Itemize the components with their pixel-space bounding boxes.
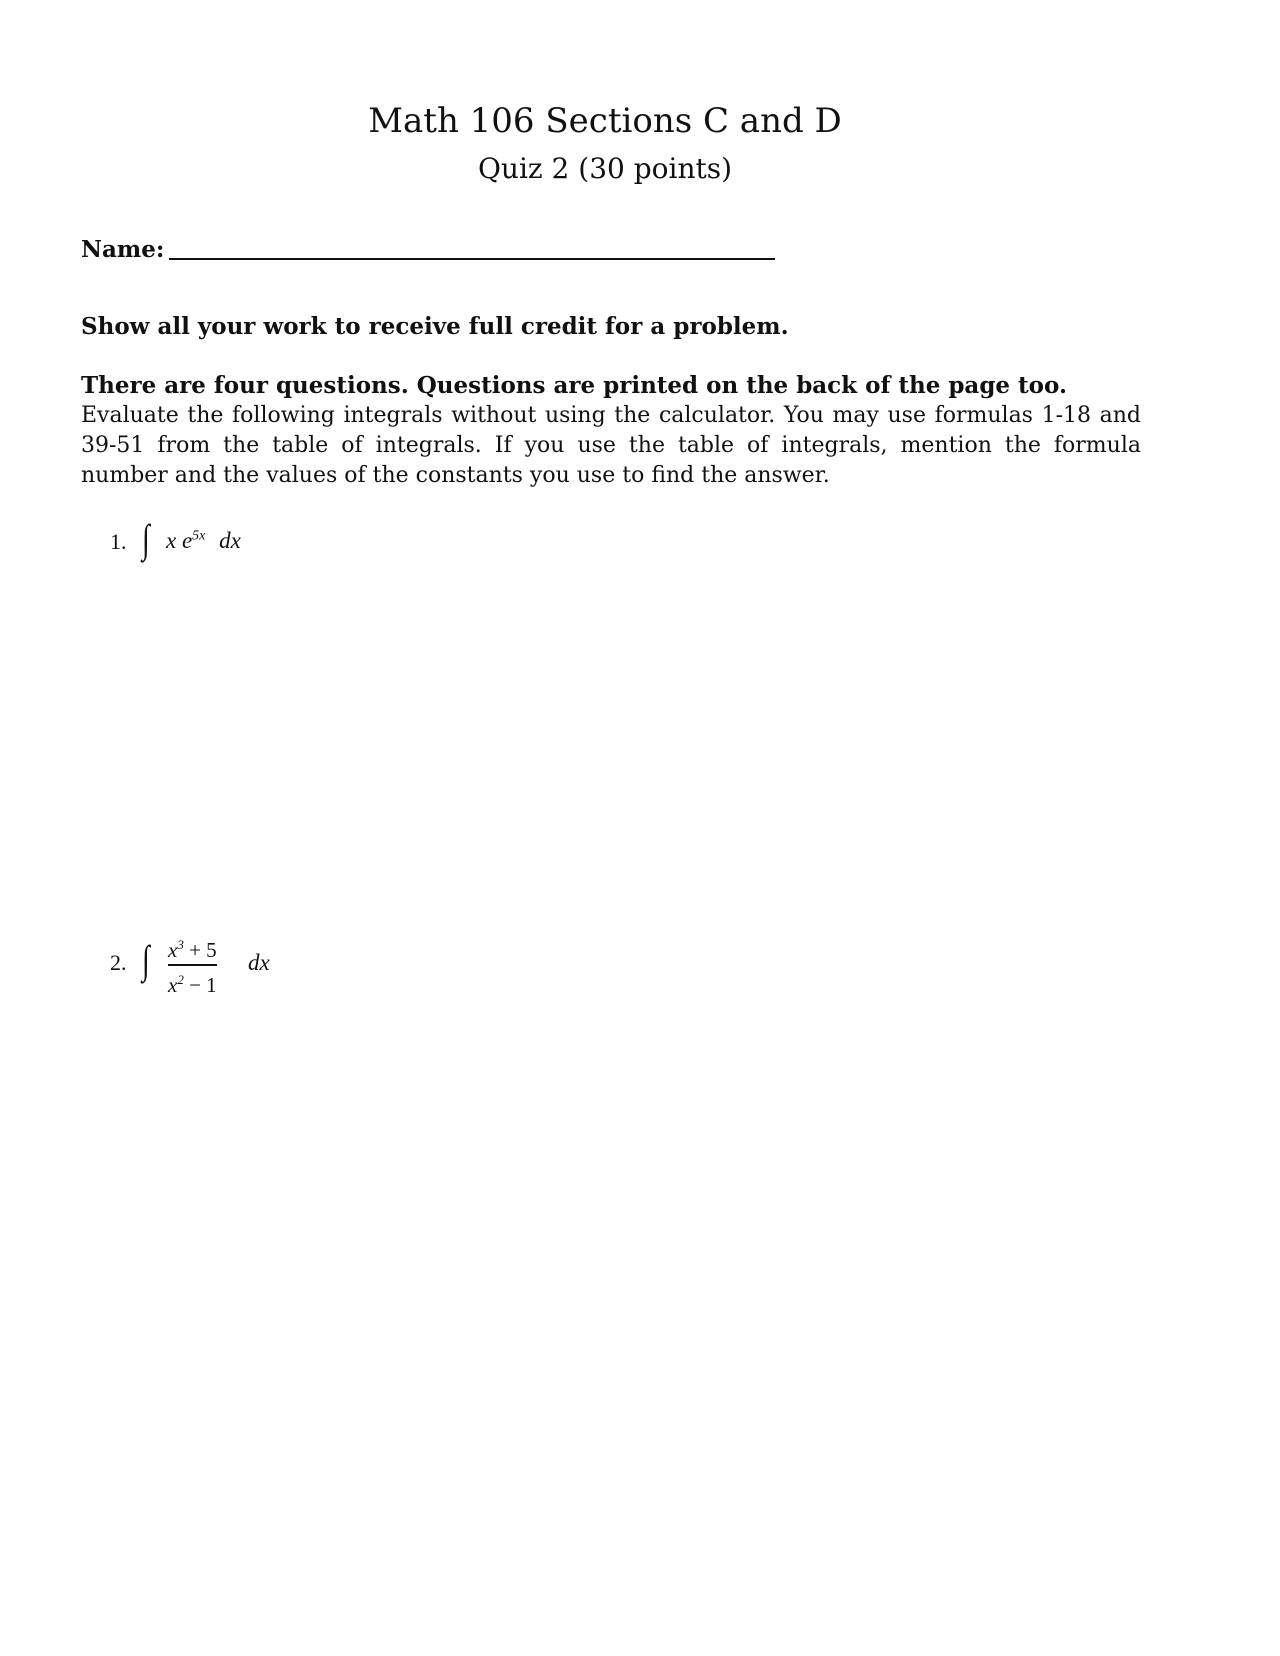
fraction-denominator: $x^2 - 1$ [168,971,217,997]
show-work-notice: Show all your work to receive full credit for a problem. [81,313,789,340]
integrand-exponent: 5x [192,528,206,544]
integral-sign: ∫ [142,937,150,982]
fraction-numerator: $x^3 + 5$ [168,937,217,962]
fraction [168,932,217,998]
integrand [166,528,241,554]
quiz-subtitle: Quiz 2 (30 points) [477,152,733,185]
fraction-bar [168,964,217,966]
quiz-title: Math 106 Sections C and D [368,101,842,141]
problem-number: 1. [110,529,127,554]
differential: dx [248,950,270,975]
differential: dx [219,528,241,553]
four-questions-notice: There are four questions. Questions are printed on the back of the page too. [81,372,1067,399]
name-label: Name: [81,236,165,263]
integral-sign: ∫ [142,516,150,561]
instructions-paragraph: Evaluate the following integrals without using the calculator. You may use formulas 1-18 and 39-51 from the table of integrals. If you use the table of integrals, mention the formula number and the values of the constants you use to find the answer. [81,403,1141,488]
problem-number: 2. [110,950,127,975]
name-underline[interactable] [169,258,775,260]
integrand-base: x e [166,528,193,553]
